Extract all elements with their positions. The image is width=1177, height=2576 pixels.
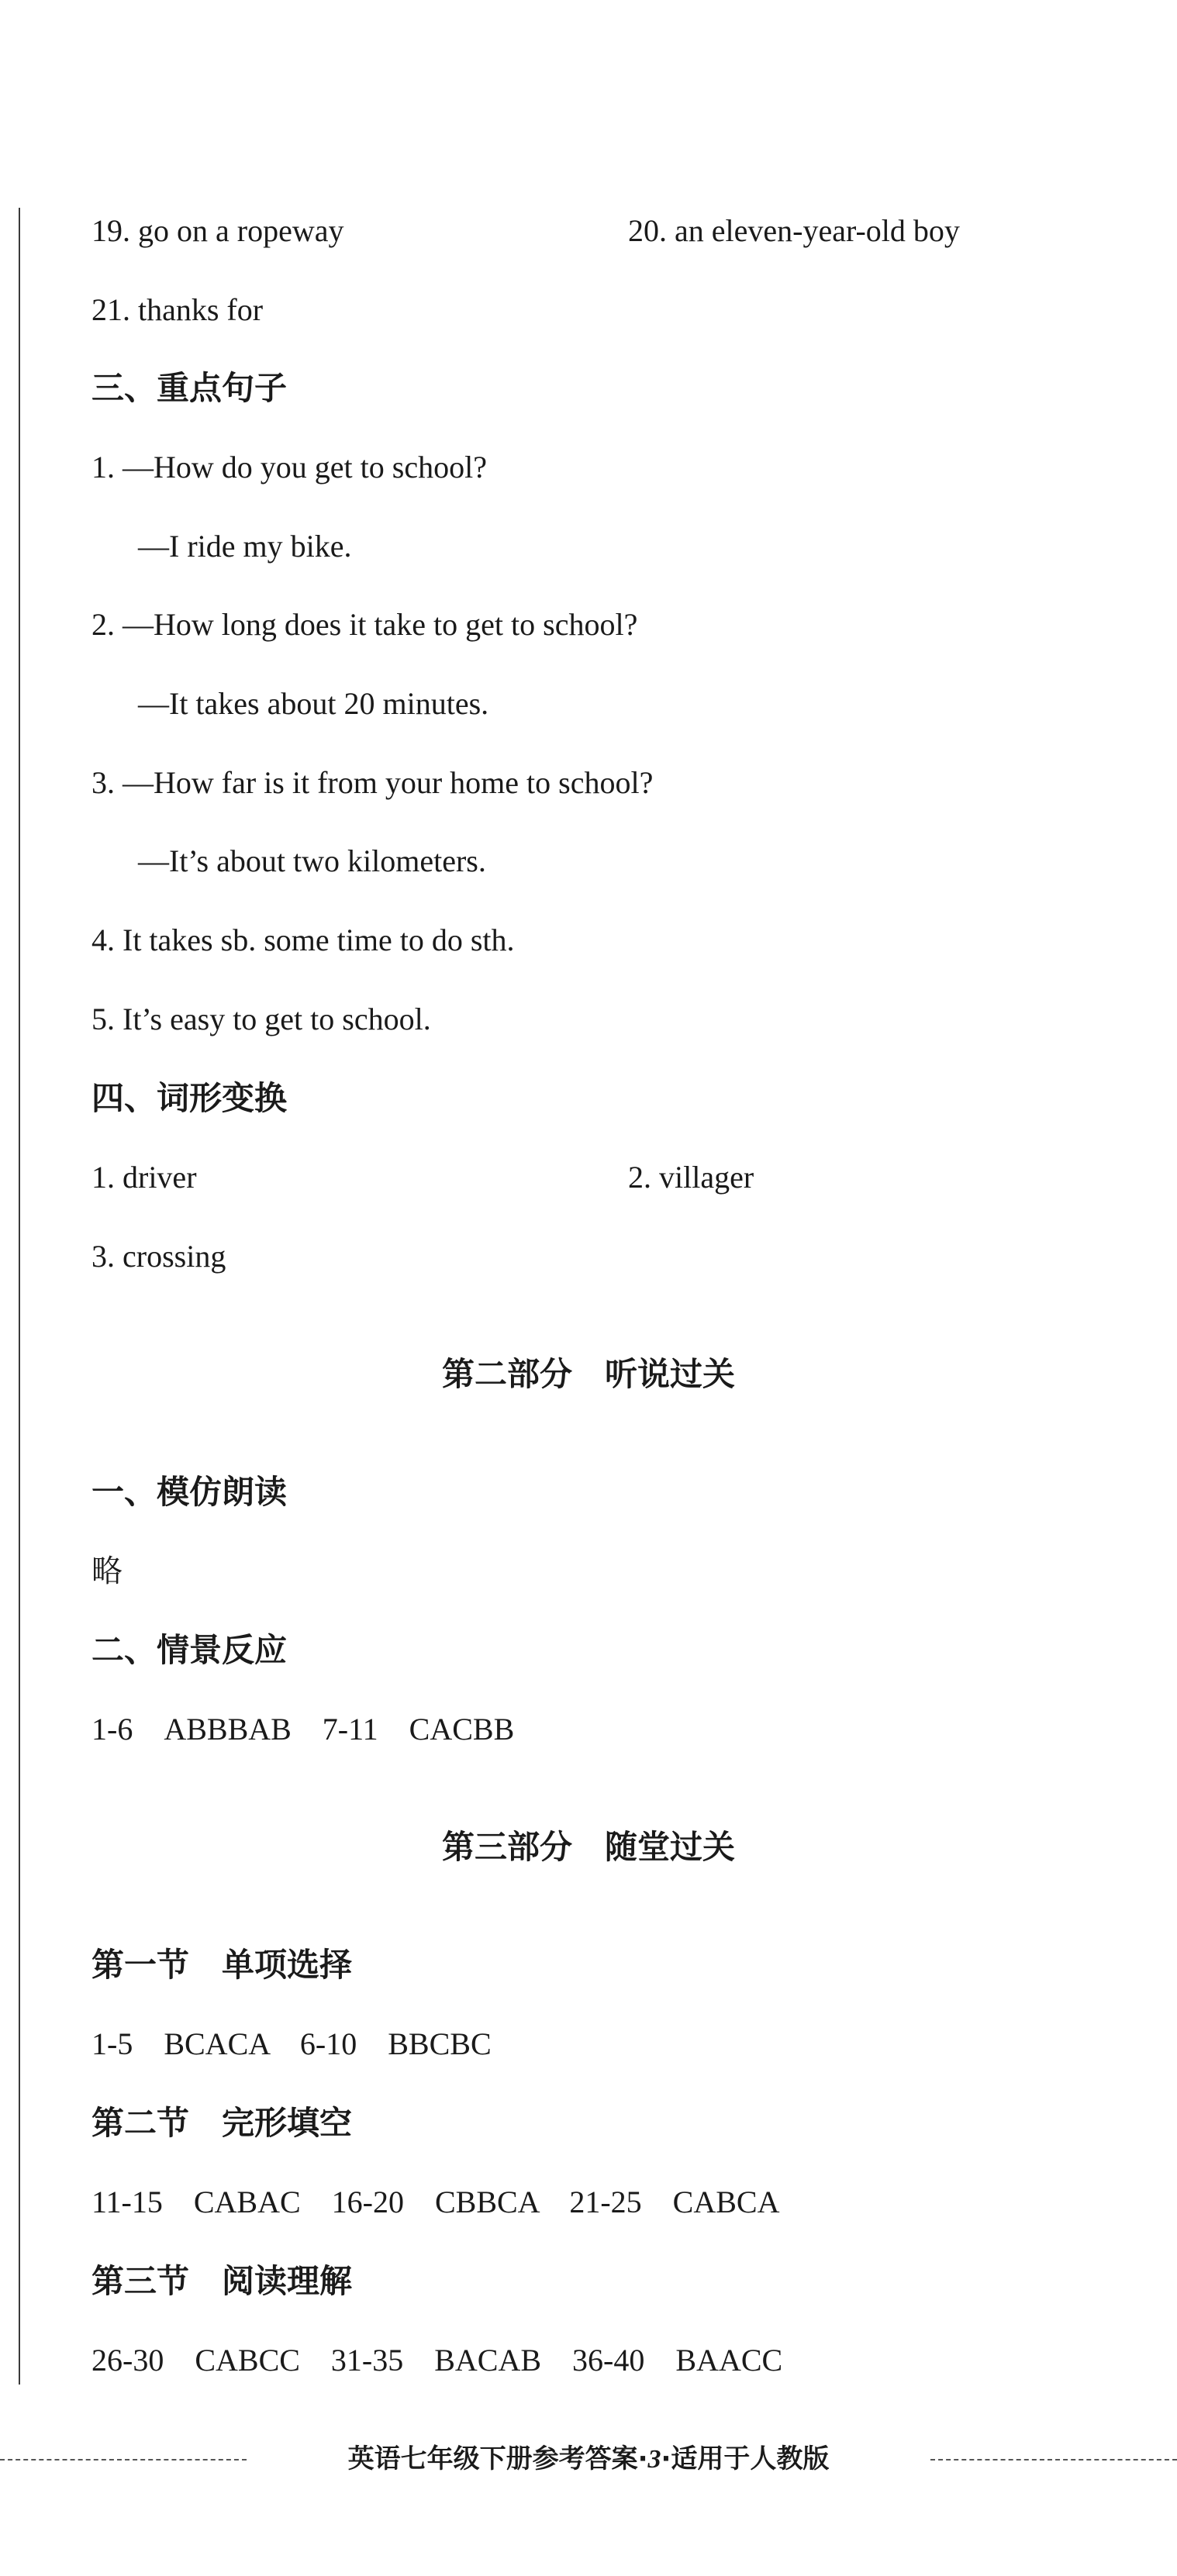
situational-response-answer: 1-6 ABBBAB 7-11 CACBB [91,1712,515,1747]
footer-book-title: 英语七年级下册参考答案· [347,2443,648,2474]
footer-dash-right [930,2459,1177,2460]
footer-dash-left [0,2459,247,2460]
reading-answer: 26-30 CABCC 31-35 BACAB 36-40 BAACC [91,2343,783,2378]
imitate-reading-answer: 略 [91,1554,123,1589]
page-footer [0,2442,1177,2476]
sentence-1-q: 1. —How do you get to school? [91,450,487,485]
sentence-3-q: 3. —How far is it from your home to school? [91,765,654,800]
word-form-3: 3. crossing [91,1239,226,1274]
imitate-reading-title: 一、模仿朗读 [91,1473,288,1511]
vocab-item-19: 19. go on a ropeway [91,213,344,248]
reading-title: 第三节 阅读理解 [91,2262,353,2300]
single-choice-title: 第一节 单项选择 [91,1946,353,1984]
vocab-item-20: 20. an eleven-year-old boy [628,213,960,248]
sentence-2-q: 2. —How long does it take to get to school? [91,607,638,642]
part2-title: 第二部分 听说过关 [441,1355,735,1393]
page-number: 3 [647,2445,661,2474]
sentence-4: 4. It takes sb. some time to do sth. [91,922,515,957]
sentence-3-a: —It’s about two kilometers. [138,843,486,878]
sentence-1-a: —I ride my bike. [138,529,352,564]
footer-text [264,2442,913,2477]
word-form-2: 2. villager [628,1160,754,1195]
cloze-answer: 11-15 CABAC 16-20 CBBCA 21-25 CABCA [91,2185,780,2219]
section-word-forms-title: 四、词形变换 [91,1079,288,1117]
vocab-item-21: 21. thanks for [91,292,264,327]
sentence-5: 5. It’s easy to get to school. [91,1002,431,1036]
sentence-2-a: —It takes about 20 minutes. [138,686,489,721]
situational-response-title: 二、情景反应 [91,1631,288,1669]
left-margin-rule [19,208,20,2385]
section-key-sentences-title: 三、重点句子 [91,369,288,407]
word-form-1: 1. driver [91,1160,197,1195]
part3-title: 第三部分 随堂过关 [441,1828,735,1866]
footer-edition: ·适用于人教版 [661,2443,830,2474]
single-choice-answer: 1-5 BCACA 6-10 BBCBC [91,2026,492,2061]
cloze-title: 第二节 完形填空 [91,2104,353,2142]
